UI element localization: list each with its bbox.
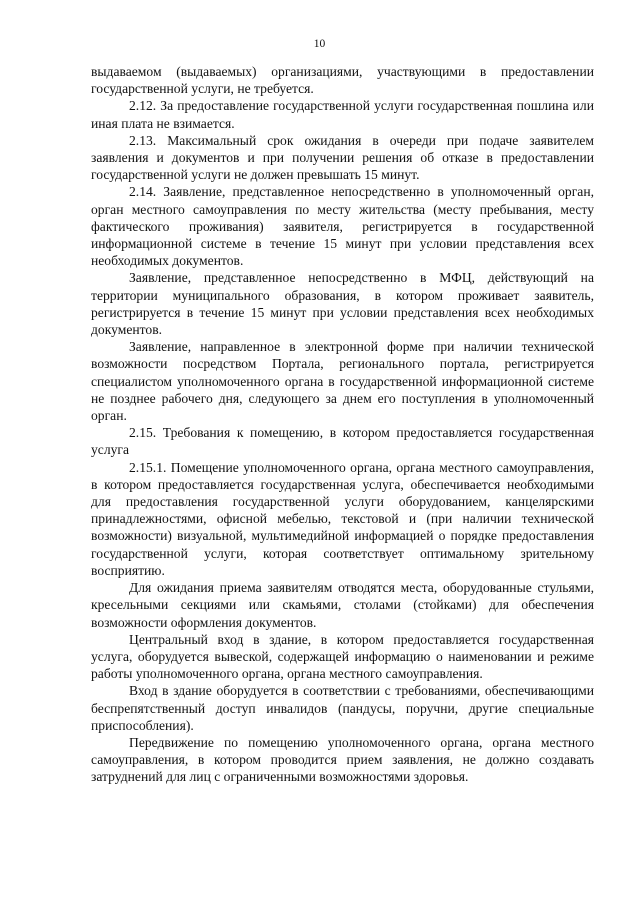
paragraph-building-access: Вход в здание оборудуется в соответствии с требованиями, обеспечивающими беспрепятственный доступ инвалидов (пандусы, поручни, другие специальные приспособления).	[91, 683, 594, 733]
paragraph-electronic-registration: Заявление, направленное в электронной форме при наличии технической возможности посредством Портала, регионального портала, регистрируется специалистом уполномоченного органа в государственной информационной системе не позднее рабочего дня, следующего за днем его поступления в уполномоченный орган.	[91, 339, 594, 424]
paragraph-waiting-places: Для ожидания приема заявителям отводятся места, оборудованные стульями, кресельными секциями или скамьями, столами (стойками) для обеспечения возможности оформления документов.	[91, 580, 594, 630]
paragraph-central-entrance: Центральный вход в здание, в котором предоставляется государственная услуга, оборудуется вывеской, содержащей информацию о наименовании и режиме работы уполномоченного органа, органа местного самоуправления.	[91, 631, 594, 682]
page-number: 10	[313, 38, 326, 50]
paragraph-2-15-heading: 2.15. Требования к помещению, в котором предоставляется государственная услуга	[91, 425, 594, 458]
paragraph-2-13-waiting-time: 2.13. Максимальный срок ожидания в очереди при подаче заявителем заявления и документов и при получении решения об отказе в предоставлении государственной услуги не должен превышать 15 минут.	[91, 132, 594, 183]
document-body	[91, 63, 594, 786]
paragraph-2-14-registration: 2.14. Заявление, представленное непосредственно в уполномоченный орган, орган местного самоуправления по месту жительства (месту пребывания, месту фактического проживания) заявителя, регистрируется в государственной информационной системе в течение 15 минут при условии представления всех необходимых документов.	[91, 184, 594, 269]
paragraph-2-12-fee: 2.12. За предоставление государственной услуги государственная пошлина или иная плата не взимается.	[91, 98, 594, 131]
paragraph-mfc-registration: Заявление, представленное непосредственно в МФЦ, действующий на территории муниципального образования, в котором проживает заявитель, регистрируется в течение 15 минут при условии представления всех необходимых документов.	[91, 270, 594, 338]
paragraph-2-15-1-premises: 2.15.1. Помещение уполномоченного органа, органа местного самоуправления, в котором предоставляется государственная услуга, обеспечивается необходимыми для предоставления государственной услуги оборудованием, канцелярскими принадлежностями, офисной мебелью, текстовой и (при наличии технической возможности) визуальной, мультимедийной информацией о порядке предоставления государственной услуги, которая соответствует оптимальному зрительному восприятию.	[91, 459, 594, 578]
paragraph-continuation: выдаваемом (выдаваемых) организациями, участвующими в предоставлении государственной услуги, не требуется.	[91, 64, 594, 97]
paragraph-movement: Передвижение по помещению уполномоченного органа, органа местного самоуправления, в котором проводится прием заявления, не должно создавать затруднений для лиц с ограниченными возможностями здоровья.	[91, 734, 594, 785]
